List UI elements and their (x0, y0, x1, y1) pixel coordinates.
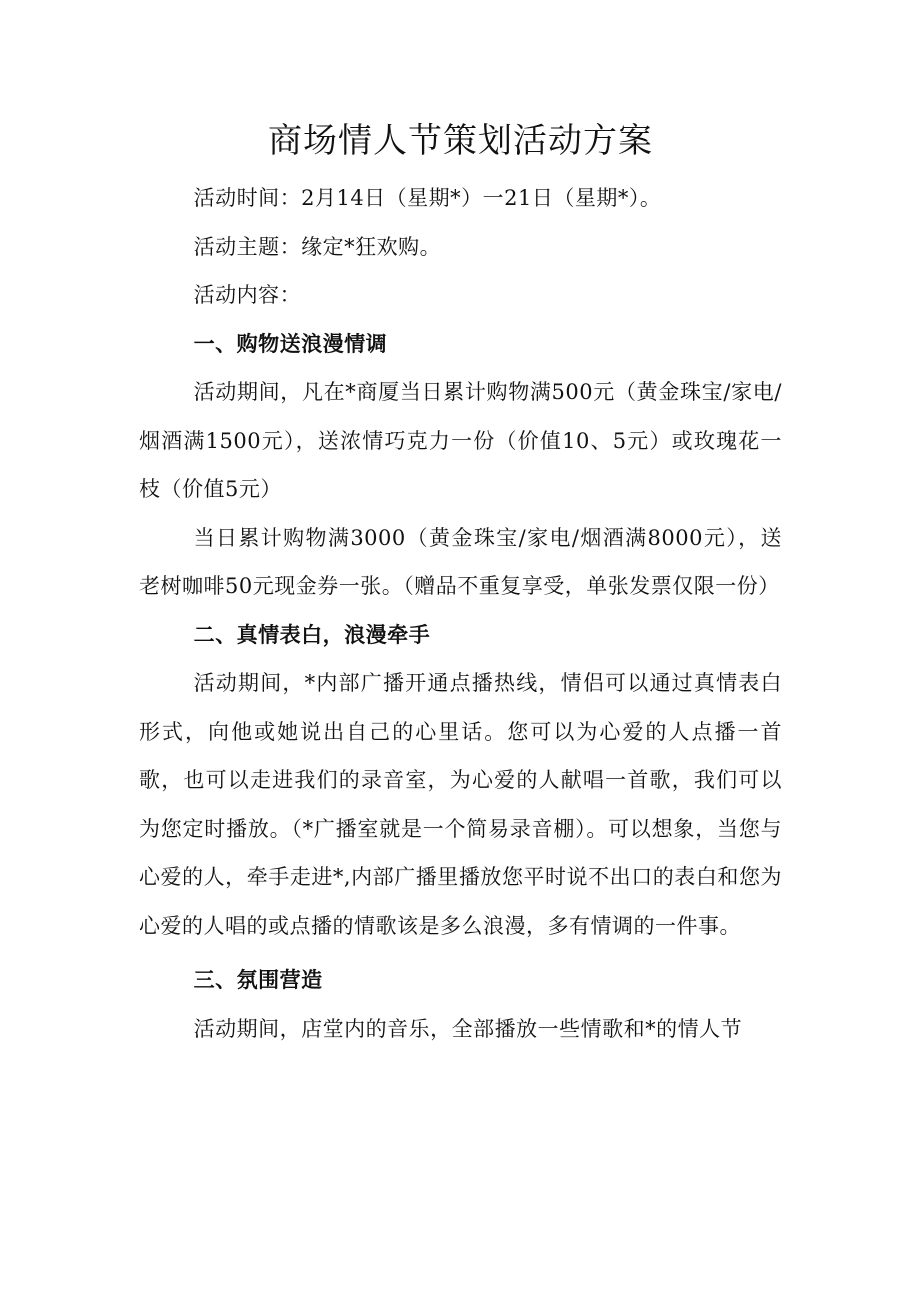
section-1-paragraph-2: 当日累计购物满3000（黄金珠宝/家电/烟酒满8000元），送老树咖啡50元现金券一张。（赠品不重复享受，单张发票仅限一份） (139, 525, 782, 598)
section-heading-2: 二、真情表白，浪漫牵手 (193, 621, 431, 647)
section-heading-3: 三、氛围营造 (193, 967, 323, 992)
section-heading-1: 一、购物送浪漫情调 (193, 330, 388, 356)
document-title: 商场情人节策划活动方案 (268, 121, 653, 161)
section-2-paragraph-1: 活动期间，*内部广播开通点播热线，情侣可以通过真情表白形式，向他或她说出自己的心里话。您可以为心爱的人点播一首歌，也可以走进我们的录音室，为心爱的人献唱一首歌，我们可以为您定时播放。（*广播室就是一个简易录音棚）。可以想象，当您与心爱的人，牵手走进*,内部广播里播放您平时说不出口的表白和您为心爱的人唱的或点播的情歌该是多么浪漫，多有情调的一件事。 (139, 671, 782, 938)
activity-time: 活动时间：2月14日（星期*）一21日（星期*）。 (193, 186, 662, 210)
activity-content-label: 活动内容： (193, 283, 302, 307)
section-3-paragraph-1: 活动期间，店堂内的音乐，全部播放一些情歌和*的情人节 (193, 1016, 743, 1041)
activity-theme: 活动主题：缘定*狂欢购。 (193, 234, 442, 259)
section-1-paragraph-1: 活动期间，凡在*商厦当日累计购物满500元（黄金珠宝/家电/烟酒满1500元），送浓情巧克力一份（价值10、5元）或玫瑰花一枝（价值5元） (139, 380, 782, 501)
